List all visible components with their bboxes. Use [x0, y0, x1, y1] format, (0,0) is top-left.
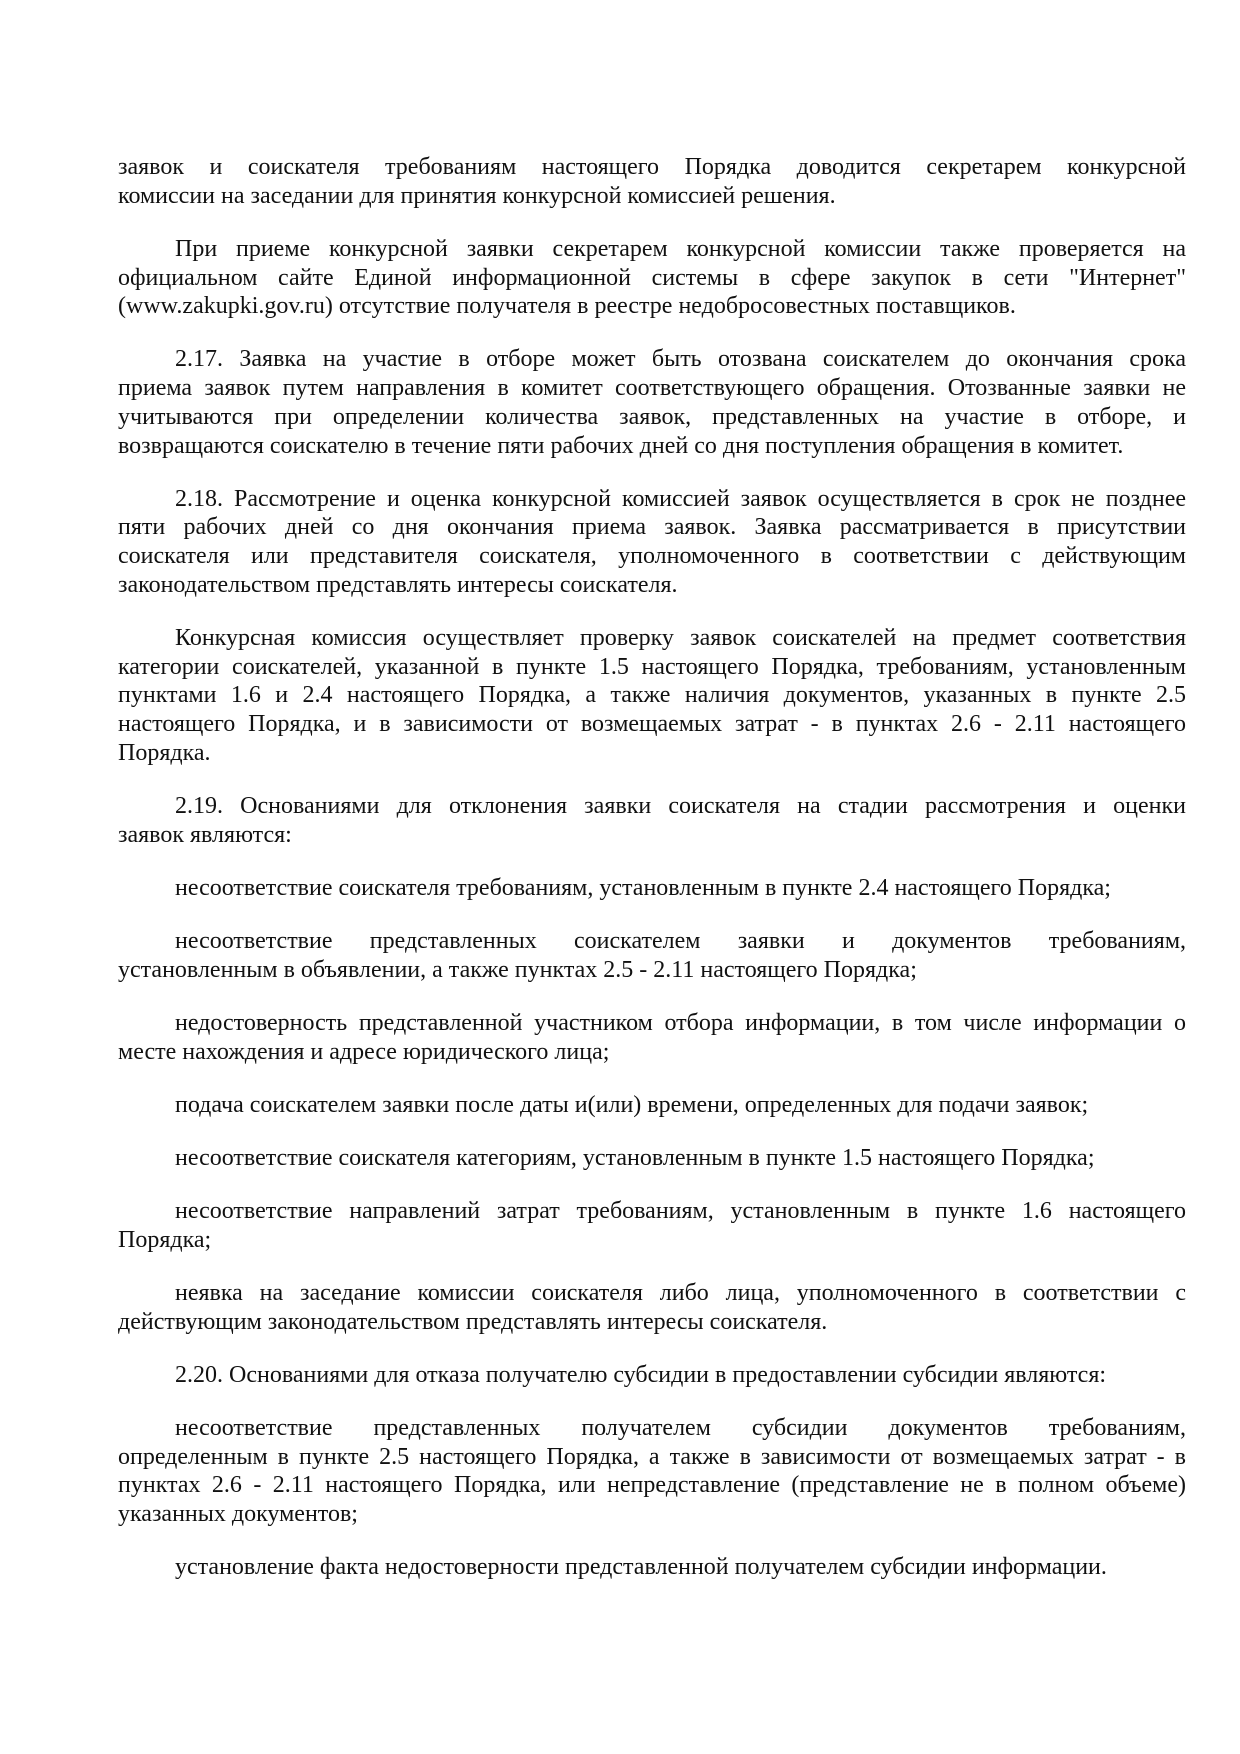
text-line: (www.zakupki.gov.ru) отсутствие получателя в реестре недобросовестных поставщиков.: [118, 293, 1016, 320]
text-line: неявка на заседание комиссии соискателя либо лица, уполномоченного в соответствии с: [175, 1279, 1186, 1306]
text-line: несоответствие соискателя требованиям, установленным в пункте 2.4 настоящего Порядка;: [175, 874, 1111, 901]
document-page: [118, 153, 1186, 1606]
text-line: определенным в пункте 2.5 настоящего Порядка, а также в зависимости от возмещаемых затрат - в: [118, 1443, 1186, 1470]
paragraph: [118, 235, 1186, 321]
text-line: учитываются при определении количества заявок, представленных на участие в отборе, и: [118, 403, 1186, 430]
text-line: 2.17. Заявка на участие в отборе может быть отозвана соискателем до окончания срока: [175, 346, 1186, 373]
text-line: При приеме конкурсной заявки секретарем конкурсной комиссии также проверяется на: [175, 235, 1186, 262]
text-line: несоответствие направлений затрат требованиям, установленным в пункте 1.6 настоящего: [175, 1198, 1186, 1225]
text-line: категории соискателей, указанной в пункте 1.5 настоящего Порядка, требованиям, установленным: [118, 653, 1186, 680]
text-line: пунктах 2.6 - 2.11 настоящего Порядка, или непредставление (представление не в полном объеме): [118, 1472, 1186, 1499]
text-line: месте нахождения и адресе юридического лица;: [118, 1038, 610, 1065]
text-line: Порядка.: [118, 739, 211, 766]
text-line: недостоверность представленной участником отбора информации, в том числе информации о: [175, 1009, 1186, 1036]
paragraph: [118, 1414, 1186, 1529]
paragraph: [118, 1361, 1186, 1390]
paragraph: [118, 624, 1186, 767]
text-line: пунктами 1.6 и 2.4 настоящего Порядка, а также наличия документов, указанных в пункте 2.5: [118, 682, 1186, 709]
paragraph: [118, 1009, 1186, 1066]
text-line: Конкурсная комиссия осуществляет проверку заявок соискателей на предмет соответствия: [175, 624, 1186, 651]
paragraph: [118, 874, 1186, 903]
text-line: комиссии на заседании для принятия конкурсной комиссией решения.: [118, 182, 836, 209]
text-line: подача соискателем заявки после даты и(или) времени, определенных для подачи заявок;: [175, 1091, 1089, 1118]
paragraph: [118, 1279, 1186, 1336]
text-line: несоответствие соискателя категориям, установленным в пункте 1.5 настоящего Порядка;: [175, 1144, 1095, 1171]
paragraph: [118, 1144, 1186, 1173]
paragraph: [118, 1197, 1186, 1254]
text-line: установленным в объявлении, а также пунктах 2.5 - 2.11 настоящего Порядка;: [118, 956, 917, 983]
text-line: соискателя или представителя соискателя, уполномоченного в соответствии с действующим: [118, 543, 1186, 570]
text-line: указанных документов;: [118, 1501, 358, 1528]
text-line: Порядка;: [118, 1226, 212, 1253]
text-line: 2.18. Рассмотрение и оценка конкурсной комиссией заявок осуществляется в срок не позднее: [175, 485, 1186, 512]
paragraph: [118, 153, 1186, 210]
text-line: возвращаются соискателю в течение пяти рабочих дней со дня поступления обращения в комитет.: [118, 432, 1124, 459]
text-line: пяти рабочих дней со дня окончания приема заявок. Заявка рассматривается в присутствии: [118, 514, 1186, 541]
paragraph: [118, 345, 1186, 460]
paragraph: [118, 485, 1186, 600]
text-line: 2.19. Основаниями для отклонения заявки соискателя на стадии рассмотрения и оценки: [175, 792, 1186, 819]
text-line: действующим законодательством представлять интересы соискателя.: [118, 1308, 828, 1335]
paragraph: [118, 1091, 1186, 1120]
text-line: заявок являются:: [118, 821, 292, 848]
text-line: несоответствие представленных соискателем заявки и документов требованиям,: [175, 927, 1186, 954]
text-line: заявок и соискателя требованиям настоящего Порядка доводится секретарем конкурсной: [118, 154, 1186, 180]
text-line: установление факта недостоверности представленной получателем субсидии информации.: [175, 1554, 1107, 1581]
paragraph: [118, 1553, 1186, 1582]
text-line: законодательством представлять интересы соискателя.: [118, 571, 678, 598]
text-line: приема заявок путем направления в комитет соответствующего обращения. Отозванные заявки не: [118, 375, 1186, 402]
paragraph: [118, 927, 1186, 984]
text-line: официальном сайте Единой информационной системы в сфере закупок в сети "Интернет": [118, 264, 1186, 291]
paragraph: [118, 792, 1186, 849]
text-line: несоответствие представленных получателем субсидии документов требованиям,: [175, 1415, 1186, 1441]
text-line: настоящего Порядка, и в зависимости от возмещаемых затрат - в пунктах 2.6 - 2.11 настоящего: [118, 711, 1186, 737]
text-line: 2.20. Основаниями для отказа получателю субсидии в предоставлении субсидии являются:: [175, 1361, 1107, 1388]
